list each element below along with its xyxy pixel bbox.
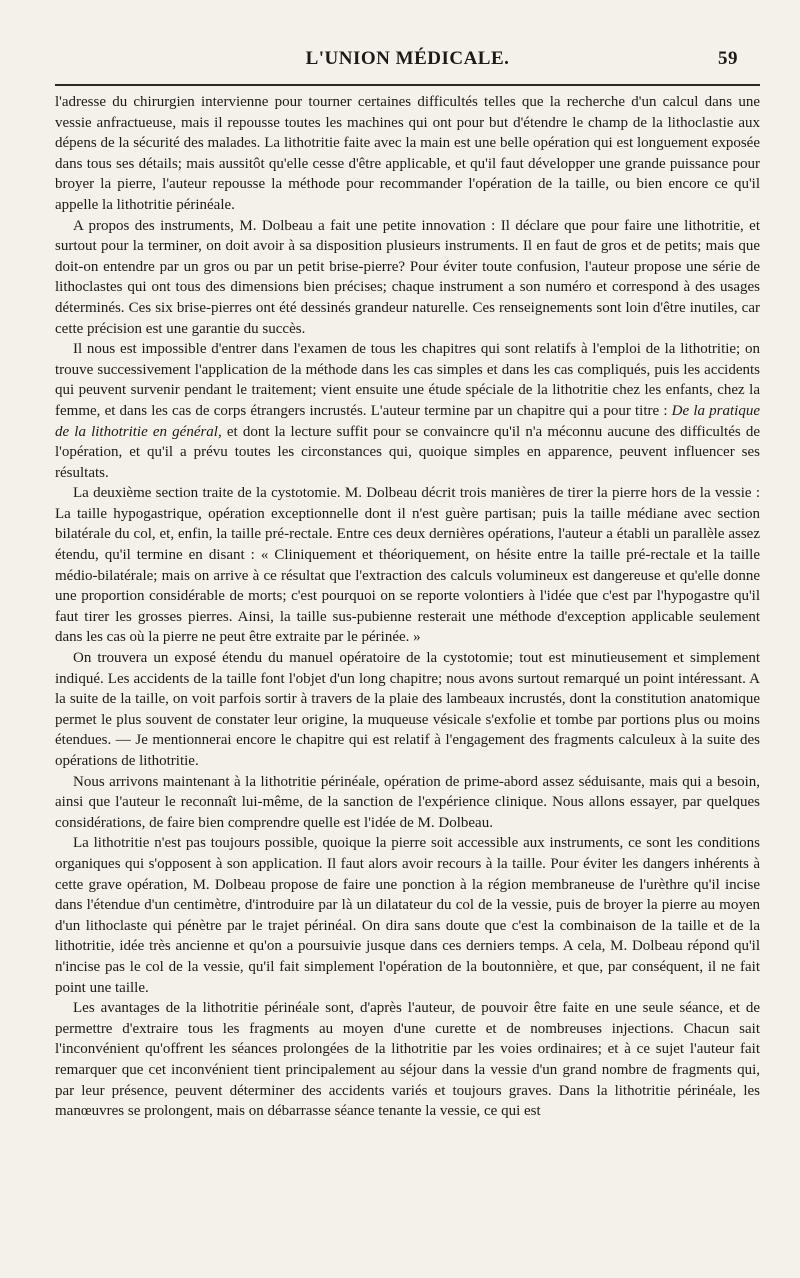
paragraph-1: l'adresse du chirurgien intervienne pour tourner certaines difficultés telles que la recherche d'un calcul dans une vessie anfractueuse, mais il repousse toutes les machines qui ont pour but d'étendre le champ de la lithoclastie aux dépens de la sécurité des malades. La lithotritie faite avec la main est une belle opération qui est longuement exposée dans tous ses détails; mais aussitôt qu'elle cesse d'être applicable, et qu'il faut développer une grande puissance pour broyer la pierre, l'auteur repousse la méthode pour recommander l'opération de la taille, ou bien encore ce qu'il appelle la lithotritie périnéale. (55, 94, 760, 213)
paragraph-3-text-a: Il nous est impossible d'entrer dans l'examen de tous les chapitres qui sont relatifs à l'emploi de la lithotritie; on trouve successivement l'application de la méthode dans les cas simples et dans les cas compliqués, puis les accidents qui peuvent survenir pendant le traitement; vient ensuite une étude spéciale de la lithotritie chez les enfants, chez la femme, et dans les cas de corps étrangers incrustés. L'auteur termine par un chapitre qui a pour titre : (55, 341, 760, 419)
paragraph-3 (55, 339, 760, 483)
paragraph-3-text-b: et dont la lecture suffit pour se convaincre qu'il n'a méconnu aucune des difficultés de l'opération, et qu'il a prévu toutes les circonstances qui, quoique simples en apparence, peuvent influencer ses résultats. (55, 423, 760, 481)
journal-title: L'UNION MÉDICALE. (305, 48, 510, 69)
header-rule (55, 84, 760, 86)
paragraph-7: La lithotritie n'est pas toujours possible, quoique la pierre soit accessible aux instruments, ce sont les conditions organiques qui s'opposent à son application. Il faut alors avoir recours à la taille. Pour éviter les dangers inhérents à cette grave opération, M. Dolbeau propose de faire une ponction à la région membraneuse de l'urèthre qu'il incise dans l'étendue d'un centimètre, d'introduire par là un dilatateur du col de la vessie, puis de broyer la pierre au moyen d'un lithoclaste qui pénètre par le trajet périnéal. On dira sans doute que c'est la combinaison de la taille et de la lithotritie, idée très ancienne et qu'on a poursuivie jusque dans ces derniers temps. A cela, M. Dolbeau répond qu'il n'incise pas le col de la vessie, qu'il fait simplement l'opération de la boutonnière, et que, par conséquent, il ne fait point une taille. (55, 835, 760, 996)
paragraph-4: La deuxième section traite de la cystotomie. M. Dolbeau décrit trois manières de tirer la pierre hors de la vessie : La taille hypogastrique, opération exceptionnelle dont il n'est guère partisan; puis la taille médiane avec section bilatérale du col, et, enfin, la taille pré-rectale. Entre ces deux dernières opérations, l'auteur a établi un parallèle assez étendu, qu'il termine en disant : « Cliniquement et théoriquement, on hésite entre la taille pré-rectale et la taille médio-bilatérale; mais on arrive à ce résultat que l'extraction des calculs volumineux est dangereuse et qu'elle donne une proportion considérable de morts; c'est pourquoi on se reporte volontiers à l'idée que c'est par l'hypogastre qu'il faut tirer les grosses pierres. Ainsi, la taille sus-pubienne resterait une méthode d'exception applicable seulement dans les cas où la pierre ne peut être extraite par le périnée. » (55, 485, 760, 646)
paragraph-5: On trouvera un exposé étendu du manuel opératoire de la cystotomie; tout est minutieusement et simplement indiqué. Les accidents de la taille font l'objet d'un long chapitre; nous avons surtout remarqué un point intéressant. A la suite de la taille, on voit parfois sortir à travers de la plaie des lambeaux incrustés, dont la constitution anatomique permet le plus souvent de constater leur origine, la muqueuse vésicale s'exfolie et tombe par portions plus ou moins étendues. — Je mentionnerai encore le chapitre qui est relatif à l'engagement des fragments calculeux à la suite des opérations de lithotritie. (55, 650, 760, 769)
paragraph-8: Les avantages de la lithotritie périnéale sont, d'après l'auteur, de pouvoir être faite en une seule séance, et de permettre d'extraire tous les fragments au moyen d'une curette et de nombreuses injections. Chacun sait l'inconvénient qu'offrent les séances prolongées de la lithotritie par les voies ordinaires; et à ce sujet l'auteur fait remarquer que cet inconvénient tient principalement au séjour dans la vessie d'un grand nombre de fragments qui, par leur présence, peuvent déterminer des accidents variés et toujours graves. Dans la lithotritie périnéale, les manœuvres se prolongent, mais on débarrasse séance tenante la vessie, ce qui est (55, 1000, 760, 1120)
paragraph-6: Nous arrivons maintenant à la lithotritie périnéale, opération de prime-abord assez séduisante, mais qui a besoin, ainsi que l'auteur le reconnaît lui-même, de la sanction de l'expérience clinique. Nous allons essayer, par quelques considérations, de faire bien comprendre quelle est l'idée de M. Dolbeau. (55, 773, 760, 831)
chapter-title-italic: De la pratique de la lithotritie en général, (55, 402, 760, 440)
article-body (55, 92, 760, 1122)
page-number: 59 (718, 48, 738, 69)
running-header (55, 46, 760, 76)
paragraph-2: A propos des instruments, M. Dolbeau a fait une petite innovation : Il déclare que pour faire une lithotritie, et surtout pour la terminer, on doit avoir à sa disposition plusieurs instruments. Il en faut de gros et de petits; mais que doit-on entendre par un gros ou par un petit brise-pierre? Pour éviter toute confusion, l'auteur propose une série de lithoclastes qui ont tous des dimensions bien précises; chaque instrument a son numéro et correspond à des usages déterminés. Ces six brise-pierres ont été dessinés grandeur naturelle. Ces renseignements sont loin d'être inutiles, car cette précision est une garantie du succès. (55, 217, 760, 337)
